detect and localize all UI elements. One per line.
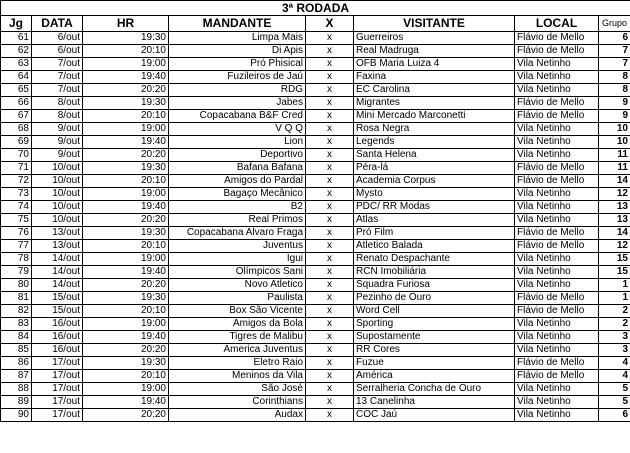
cell-jg: 66 [1, 97, 32, 110]
cell-jg: 81 [1, 292, 32, 305]
cell-visitante: América [354, 370, 515, 383]
cell-hr: 20:10 [83, 305, 169, 318]
cell-local: Flávio de Mello [515, 292, 599, 305]
cell-x: x [306, 279, 354, 292]
cell-mandante: Corinthians [169, 396, 306, 409]
cell-visitante: Guerreiros [354, 32, 515, 45]
cell-jg: 62 [1, 45, 32, 58]
cell-x: x [306, 331, 354, 344]
table-row [1, 201, 630, 214]
cell-local: Vila Netinho [515, 123, 599, 136]
cell-mandante: Amigos do Pardal [169, 175, 306, 188]
cell-hr: 19:40 [83, 396, 169, 409]
cell-data: 17/out [32, 396, 83, 409]
cell-x: x [306, 84, 354, 97]
cell-data: 16/out [32, 318, 83, 331]
cell-grupo: 11 [599, 162, 630, 175]
table-row [1, 123, 630, 136]
cell-jg: 88 [1, 383, 32, 396]
cell-data: 7/out [32, 58, 83, 71]
cell-jg: 75 [1, 214, 32, 227]
cell-local: Vila Netinho [515, 214, 599, 227]
cell-data: 10/out [32, 201, 83, 214]
cell-jg: 85 [1, 344, 32, 357]
table-row [1, 331, 630, 344]
table-row [1, 240, 630, 253]
cell-visitante: RCN Imobiliária [354, 266, 515, 279]
col-header-grupo: Grupo [599, 16, 630, 32]
cell-jg: 87 [1, 370, 32, 383]
cell-mandante: Jabes [169, 97, 306, 110]
cell-x: x [306, 123, 354, 136]
cell-grupo: 3 [599, 344, 630, 357]
cell-hr: 19:30 [83, 162, 169, 175]
table-row [1, 214, 630, 227]
cell-jg: 84 [1, 331, 32, 344]
cell-grupo: 1 [599, 292, 630, 305]
cell-visitante: Word Cell [354, 305, 515, 318]
cell-local: Vila Netinho [515, 136, 599, 149]
cell-data: 9/out [32, 149, 83, 162]
cell-grupo: 14 [599, 175, 630, 188]
cell-grupo: 15 [599, 253, 630, 266]
cell-mandante: Copacabana B&F Cred [169, 110, 306, 123]
cell-x: x [306, 318, 354, 331]
cell-x: x [306, 149, 354, 162]
table-row [1, 84, 630, 97]
cell-mandante: Tigres de Malibu [169, 331, 306, 344]
cell-visitante: Atlas [354, 214, 515, 227]
cell-jg: 68 [1, 123, 32, 136]
cell-hr: 19:40 [83, 266, 169, 279]
cell-grupo: 7 [599, 45, 630, 58]
cell-data: 13/out [32, 227, 83, 240]
cell-hr: 20:20 [83, 344, 169, 357]
cell-local: Vila Netinho [515, 149, 599, 162]
cell-data: 14/out [32, 279, 83, 292]
cell-hr: 19:30 [83, 32, 169, 45]
cell-x: x [306, 58, 354, 71]
cell-mandante: Real Primos [169, 214, 306, 227]
cell-jg: 83 [1, 318, 32, 331]
col-header-visitante: VISITANTE [354, 16, 515, 32]
cell-hr: 20:20 [83, 409, 169, 422]
table-row [1, 162, 630, 175]
cell-x: x [306, 45, 354, 58]
cell-visitante: Academia Corpus [354, 175, 515, 188]
table-row [1, 227, 630, 240]
cell-hr: 19:40 [83, 71, 169, 84]
cell-x: x [306, 188, 354, 201]
cell-jg: 90 [1, 409, 32, 422]
cell-data: 10/out [32, 175, 83, 188]
cell-visitante: EC Carolina [354, 84, 515, 97]
table-row [1, 383, 630, 396]
col-header-x: X [306, 16, 354, 32]
cell-hr: 19:30 [83, 292, 169, 305]
cell-local: Flávio de Mello [515, 45, 599, 58]
cell-hr: 19:30 [83, 97, 169, 110]
table-row [1, 149, 630, 162]
cell-local: Flávio de Mello [515, 97, 599, 110]
cell-data: 9/out [32, 136, 83, 149]
col-header-mandante: MANDANTE [169, 16, 306, 32]
cell-grupo: 13 [599, 214, 630, 227]
cell-hr: 19:00 [83, 253, 169, 266]
cell-mandante: Copacabana Alvaro Fraga [169, 227, 306, 240]
cell-visitante: COC Jaú [354, 409, 515, 422]
cell-data: 16/out [32, 331, 83, 344]
cell-jg: 76 [1, 227, 32, 240]
cell-local: Vila Netinho [515, 253, 599, 266]
cell-hr: 19:00 [83, 123, 169, 136]
cell-visitante: OFB Maria Luiza 4 [354, 58, 515, 71]
cell-local: Flávio de Mello [515, 305, 599, 318]
cell-grupo: 5 [599, 396, 630, 409]
cell-data: 13/out [32, 240, 83, 253]
cell-x: x [306, 136, 354, 149]
cell-mandante: São José [169, 383, 306, 396]
cell-data: 10/out [32, 188, 83, 201]
table-row [1, 318, 630, 331]
cell-x: x [306, 214, 354, 227]
cell-mandante: Di Apis [169, 45, 306, 58]
cell-grupo: 13 [599, 201, 630, 214]
cell-grupo: 4 [599, 357, 630, 370]
cell-hr: 19:40 [83, 331, 169, 344]
cell-jg: 78 [1, 253, 32, 266]
cell-grupo: 8 [599, 71, 630, 84]
cell-mandante: Lion [169, 136, 306, 149]
cell-x: x [306, 292, 354, 305]
cell-local: Flávio de Mello [515, 357, 599, 370]
cell-data: 8/out [32, 110, 83, 123]
cell-x: x [306, 240, 354, 253]
cell-hr: 20:20 [83, 214, 169, 227]
cell-grupo: 2 [599, 305, 630, 318]
cell-mandante: Paulista [169, 292, 306, 305]
cell-mandante: B2 [169, 201, 306, 214]
cell-mandante: America Juventus [169, 344, 306, 357]
cell-x: x [306, 383, 354, 396]
cell-data: 10/out [32, 214, 83, 227]
cell-mandante: Juventus [169, 240, 306, 253]
cell-local: Vila Netinho [515, 279, 599, 292]
cell-jg: 67 [1, 110, 32, 123]
cell-data: 6/out [32, 45, 83, 58]
table-row [1, 175, 630, 188]
cell-visitante: Legends [354, 136, 515, 149]
cell-hr: 19:30 [83, 357, 169, 370]
cell-data: 7/out [32, 71, 83, 84]
cell-hr: 19:00 [83, 383, 169, 396]
cell-x: x [306, 344, 354, 357]
cell-jg: 70 [1, 149, 32, 162]
cell-local: Flávio de Mello [515, 162, 599, 175]
cell-grupo: 2 [599, 318, 630, 331]
cell-data: 15/out [32, 292, 83, 305]
cell-data: 6/out [32, 32, 83, 45]
col-header-local: LOCAL [515, 16, 599, 32]
cell-hr: 20:10 [83, 175, 169, 188]
cell-hr: 19:00 [83, 318, 169, 331]
cell-visitante: Péra-lá [354, 162, 515, 175]
table-row [1, 292, 630, 305]
cell-jg: 86 [1, 357, 32, 370]
cell-visitante: Rosa Negra [354, 123, 515, 136]
table-row [1, 32, 630, 45]
table-row [1, 409, 630, 422]
cell-mandante: Audax [169, 409, 306, 422]
table-row [1, 396, 630, 409]
cell-mandante: RDG [169, 84, 306, 97]
cell-jg: 65 [1, 84, 32, 97]
cell-x: x [306, 227, 354, 240]
cell-data: 16/out [32, 344, 83, 357]
table-row [1, 266, 630, 279]
cell-hr: 20:20 [83, 149, 169, 162]
cell-local: Vila Netinho [515, 318, 599, 331]
cell-visitante: Supostamente [354, 331, 515, 344]
cell-hr: 20:10 [83, 45, 169, 58]
cell-hr: 19:30 [83, 227, 169, 240]
cell-visitante: Migrantes [354, 97, 515, 110]
cell-mandante: Fuzileiros de Jaú [169, 71, 306, 84]
cell-visitante: Atletico Balada [354, 240, 515, 253]
cell-data: 7/out [32, 84, 83, 97]
cell-local: Vila Netinho [515, 71, 599, 84]
cell-visitante: 13 Canelinha [354, 396, 515, 409]
table-row [1, 136, 630, 149]
table-row [1, 357, 630, 370]
cell-mandante: Deportivo [169, 149, 306, 162]
table-row [1, 97, 630, 110]
cell-data: 17/out [32, 357, 83, 370]
table-row [1, 305, 630, 318]
cell-x: x [306, 253, 354, 266]
cell-visitante: Real Madruga [354, 45, 515, 58]
cell-grupo: 14 [599, 227, 630, 240]
cell-x: x [306, 357, 354, 370]
table-row [1, 45, 630, 58]
cell-x: x [306, 162, 354, 175]
cell-visitante: Serralheria Concha de Ouro [354, 383, 515, 396]
cell-mandante: Meninos da Vila [169, 370, 306, 383]
header-row [1, 16, 630, 32]
table-row [1, 71, 630, 84]
cell-data: 15/out [32, 305, 83, 318]
cell-visitante: Squadra Furiosa [354, 279, 515, 292]
col-header-jg: Jg [1, 16, 32, 32]
cell-visitante: Mysto [354, 188, 515, 201]
cell-data: 17/out [32, 383, 83, 396]
cell-local: Flávio de Mello [515, 32, 599, 45]
cell-local: Vila Netinho [515, 396, 599, 409]
table-row [1, 253, 630, 266]
cell-data: 10/out [32, 162, 83, 175]
cell-x: x [306, 175, 354, 188]
cell-local: Vila Netinho [515, 344, 599, 357]
cell-jg: 77 [1, 240, 32, 253]
cell-local: Flávio de Mello [515, 227, 599, 240]
cell-hr: 19:00 [83, 58, 169, 71]
table-row [1, 58, 630, 71]
cell-grupo: 4 [599, 370, 630, 383]
cell-data: 14/out [32, 253, 83, 266]
cell-hr: 19:40 [83, 136, 169, 149]
cell-grupo: 12 [599, 240, 630, 253]
cell-local: Vila Netinho [515, 201, 599, 214]
table-row [1, 370, 630, 383]
cell-jg: 73 [1, 188, 32, 201]
cell-mandante: Bagaço Mecânico [169, 188, 306, 201]
cell-x: x [306, 370, 354, 383]
cell-local: Flávio de Mello [515, 175, 599, 188]
cell-local: Flávio de Mello [515, 110, 599, 123]
cell-grupo: 9 [599, 97, 630, 110]
table-row [1, 279, 630, 292]
cell-mandante: Box São Vicente [169, 305, 306, 318]
cell-hr: 19:00 [83, 188, 169, 201]
cell-jg: 61 [1, 32, 32, 45]
col-header-hr: HR [83, 16, 169, 32]
cell-data: 8/out [32, 97, 83, 110]
cell-jg: 89 [1, 396, 32, 409]
cell-grupo: 6 [599, 32, 630, 45]
cell-local: Vila Netinho [515, 84, 599, 97]
cell-local: Vila Netinho [515, 331, 599, 344]
cell-data: 17/out [32, 409, 83, 422]
cell-local: Flávio de Mello [515, 370, 599, 383]
cell-data: 17/out [32, 370, 83, 383]
cell-mandante: V Q Q [169, 123, 306, 136]
cell-x: x [306, 266, 354, 279]
cell-grupo: 9 [599, 110, 630, 123]
cell-mandante: Amigos da Bola [169, 318, 306, 331]
col-header-data: DATA [32, 16, 83, 32]
cell-mandante: Novo Atletico [169, 279, 306, 292]
cell-local: Vila Netinho [515, 409, 599, 422]
cell-mandante: Eletro Raio [169, 357, 306, 370]
cell-visitante: Santa Helena [354, 149, 515, 162]
cell-data: 14/out [32, 266, 83, 279]
cell-x: x [306, 396, 354, 409]
cell-mandante: Limpa Mais [169, 32, 306, 45]
cell-visitante: Sporting [354, 318, 515, 331]
cell-visitante: Fuzue [354, 357, 515, 370]
cell-data: 9/out [32, 123, 83, 136]
table-row [1, 188, 630, 201]
cell-hr: 20:10 [83, 110, 169, 123]
cell-grupo: 1 [599, 279, 630, 292]
cell-jg: 71 [1, 162, 32, 175]
cell-grupo: 15 [599, 266, 630, 279]
cell-x: x [306, 32, 354, 45]
cell-local: Vila Netinho [515, 266, 599, 279]
cell-x: x [306, 97, 354, 110]
cell-mandante: Igui [169, 253, 306, 266]
cell-grupo: 12 [599, 188, 630, 201]
cell-mandante: Pró Phisical [169, 58, 306, 71]
cell-jg: 82 [1, 305, 32, 318]
cell-jg: 69 [1, 136, 32, 149]
cell-grupo: 3 [599, 331, 630, 344]
cell-grupo: 10 [599, 136, 630, 149]
cell-grupo: 7 [599, 58, 630, 71]
cell-visitante: Mini Mercado Marconetti [354, 110, 515, 123]
cell-hr: 19:40 [83, 201, 169, 214]
table-row [1, 110, 630, 123]
cell-x: x [306, 71, 354, 84]
cell-grupo: 6 [599, 409, 630, 422]
cell-x: x [306, 305, 354, 318]
cell-local: Flávio de Mello [515, 240, 599, 253]
cell-jg: 80 [1, 279, 32, 292]
cell-local: Vila Netinho [515, 58, 599, 71]
cell-mandante: Olímpicos Sani [169, 266, 306, 279]
cell-visitante: RR Cores [354, 344, 515, 357]
cell-visitante: Renato Despachante [354, 253, 515, 266]
cell-hr: 20:20 [83, 279, 169, 292]
cell-jg: 74 [1, 201, 32, 214]
cell-visitante: Pró Film [354, 227, 515, 240]
cell-hr: 20:10 [83, 240, 169, 253]
cell-jg: 64 [1, 71, 32, 84]
cell-visitante: Pezinho de Ouro [354, 292, 515, 305]
cell-x: x [306, 110, 354, 123]
round-title: 3ª RODADA [1, 1, 630, 16]
table-row [1, 344, 630, 357]
cell-x: x [306, 201, 354, 214]
cell-x: x [306, 409, 354, 422]
cell-hr: 20:20 [83, 84, 169, 97]
cell-local: Vila Netinho [515, 383, 599, 396]
cell-jg: 72 [1, 175, 32, 188]
cell-grupo: 10 [599, 123, 630, 136]
cell-visitante: PDC/ RR Modas [354, 201, 515, 214]
cell-visitante: Faxina [354, 71, 515, 84]
match-rows [1, 32, 630, 422]
cell-hr: 20:10 [83, 370, 169, 383]
cell-grupo: 5 [599, 383, 630, 396]
cell-jg: 63 [1, 58, 32, 71]
cell-mandante: Bafana Bafana [169, 162, 306, 175]
cell-jg: 79 [1, 266, 32, 279]
cell-grupo: 8 [599, 84, 630, 97]
cell-local: Vila Netinho [515, 188, 599, 201]
cell-grupo: 11 [599, 149, 630, 162]
